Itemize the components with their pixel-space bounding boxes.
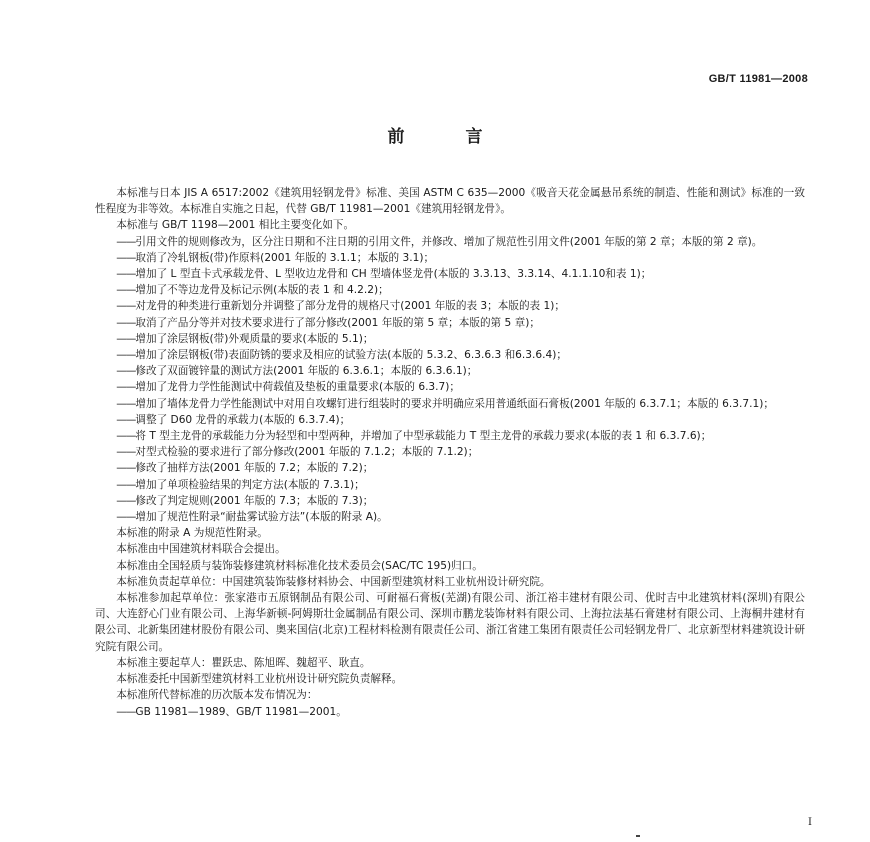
paragraph: 本标准与日本 JIS A 6517:2002《建筑用轻钢龙骨》标准、美国 ASTM C 635—2000《吸音天花金属悬吊系统的制造、性能和测试》标准的一致性程度为非等效。本标准自实施之日起，代替 GB/T 11981—2001《建筑用轻钢龙骨》。	[95, 187, 805, 216]
list-item-text: 增加了墙体龙骨力学性能测试中对用自攻螺钉进行组装时的要求并明确应采用普通纸面石膏板(2001 年版的 6.3.7.1；本版的 6.3.7.1)；	[135, 397, 774, 410]
list-dash: ——	[116, 446, 136, 459]
changes-list	[95, 234, 805, 526]
list-item-text: 增加了单项检验结果的判定方法(本版的 7.3.1)；	[135, 478, 365, 491]
change-item	[95, 396, 805, 412]
list-dash: ——	[116, 462, 136, 475]
document-body	[95, 185, 805, 720]
list-item-text: 修改了抽样方法(2001 年版的 7.2；本版的 7.2)；	[135, 462, 374, 475]
paragraph: 本标准委托中国新型建筑材料工业杭州设计研究院负责解释。	[116, 673, 403, 686]
change-item	[95, 444, 805, 460]
list-item-text: 修改了判定规则(2001 年版的 7.3；本版的 7.3)；	[135, 494, 374, 507]
paragraph: 本标准由中国建筑材料联合会提出。	[116, 543, 286, 556]
change-item	[95, 266, 805, 282]
change-item	[95, 347, 805, 363]
list-item-text: 将 T 型主龙骨的承载能力分为轻型和中型两种，并增加了中型承载能力 T 型主龙骨的承载力要求(本版的表 1 和 6.3.7.6)；	[135, 430, 712, 443]
list-dash: ——	[116, 365, 136, 378]
page-number: I	[808, 817, 812, 828]
list-dash: ——	[116, 478, 136, 491]
paragraph: 本标准与 GB/T 1198—2001 相比主要变化如下。	[116, 219, 355, 232]
list-item-text: GB 11981—1989、GB/T 11981—2001。	[135, 705, 347, 718]
change-item	[95, 298, 805, 314]
closing-paragraphs	[95, 525, 805, 703]
list-item-text: 对型式检验的要求进行了部分修改(2001 年版的 7.1.2；本版的 7.1.2)；	[135, 446, 479, 459]
list-dash: ——	[116, 300, 136, 313]
list-dash: ——	[116, 268, 136, 281]
paragraph: 本标准由全国轻质与装饰装修建筑材料标准化技术委员会(SAC/TC 195)归口。	[116, 559, 483, 572]
change-item	[95, 412, 805, 428]
standard-code: GB/T 11981—2008	[708, 73, 808, 85]
paragraph: 本标准的附录 A 为规范性附录。	[116, 527, 268, 540]
change-item	[95, 460, 805, 476]
change-item	[95, 428, 805, 444]
list-item-text: 增加了规范性附录“耐盐雾试验方法”(本版的附录 A)。	[135, 511, 388, 524]
list-dash: ——	[116, 494, 136, 507]
scan-mark	[636, 835, 640, 837]
history-list	[95, 704, 805, 720]
list-item-text: 取消了冷轧钢板(带)作原料(2001 年版的 3.1.1；本版的 3.1)；	[135, 251, 435, 264]
list-item-text: 引用文件的规则修改为，区分注日期和不注日期的引用文件，并修改、增加了规范性引用文件(2001 年版的第 2 章；本版的第 2 章)。	[135, 235, 763, 248]
list-dash: ——	[116, 316, 136, 329]
paragraph: 本标准主要起草人：瞿跃忠、陈旭晖、魏超平、耿直。	[116, 656, 371, 669]
list-dash: ——	[116, 511, 136, 524]
paragraph: 本标准参加起草单位：张家港市五原钢制品有限公司、可耐福石膏板(芜湖)有限公司、浙江裕丰建材有限公司、优时吉中北建筑材料(深圳)有限公司、大连舒心门业有限公司、上海华新顿-阿姆斯壮金属制品有限公司、深圳市鹏龙装饰材料有限公司、上海拉法基石膏建材有限公司、上海桐井建材有限公司、北新集团建材股份有限公司、奥来国信(北京)工程材料检测有限责任公司、浙江省建工集团有限责任公司轻钢龙骨厂、北京新型材料建筑设计研究院有限公司。	[95, 592, 805, 653]
list-dash: ——	[116, 430, 136, 443]
change-item	[95, 363, 805, 379]
change-item	[95, 234, 805, 250]
change-item	[95, 331, 805, 347]
change-item	[95, 250, 805, 266]
list-dash: ——	[116, 413, 136, 426]
paragraph: 本标准所代替标准的历次版本发布情况为：	[116, 689, 318, 702]
list-dash: ——	[116, 251, 136, 264]
list-dash: ——	[116, 381, 136, 394]
history-item	[95, 704, 805, 720]
list-item-text: 修改了双面镀锌量的测试方法(2001 年版的 6.3.6.1；本版的 6.3.6.1)；	[135, 365, 478, 378]
list-item-text: 增加了涂层钢板(带)表面防锈的要求及相应的试验方法(本版的 5.3.2、6.3.6.3 和6.3.6.4)；	[135, 349, 567, 362]
list-item-text: 增加了不等边龙骨及标记示例(本版的表 1 和 4.2.2)；	[135, 284, 389, 297]
intro-paragraphs	[95, 185, 805, 234]
change-item	[95, 315, 805, 331]
change-item	[95, 493, 805, 509]
change-item	[95, 509, 805, 525]
list-item-text: 增加了涂层钢板(带)外观质量的要求(本版的 5.1)；	[135, 332, 374, 345]
change-item	[95, 282, 805, 298]
list-item-text: 增加了龙骨力学性能测试中荷载值及垫板的重量要求(本版的 6.3.7)；	[135, 381, 461, 394]
list-dash: ——	[116, 332, 136, 345]
list-item-text: 对龙骨的种类进行重新划分并调整了部分龙骨的规格尺寸(2001 年版的表 3；本版的表 1)；	[135, 300, 565, 313]
list-dash: ——	[116, 284, 136, 297]
change-item	[95, 379, 805, 395]
list-item-text: 调整了 D60 龙骨的承载力(本版的 6.3.7.4)；	[135, 413, 351, 426]
list-dash: ——	[116, 235, 136, 248]
list-item-text: 取消了产品分等并对技术要求进行了部分修改(2001 年版的第 5 章；本版的第 5 章)；	[135, 316, 540, 329]
list-dash: ——	[116, 397, 136, 410]
paragraph: 本标准负责起草单位：中国建筑装饰装修材料协会、中国新型建筑材料工业杭州设计研究院。	[116, 575, 551, 588]
page-title: 前 言	[387, 127, 505, 147]
list-dash: ——	[116, 705, 136, 718]
list-item-text: 增加了 L 型直卡式承载龙骨、L 型收边龙骨和 CH 型墙体竖龙骨(本版的 3.3.13、3.3.14、4.1.1.10和表 1)；	[135, 268, 652, 281]
change-item	[95, 477, 805, 493]
list-dash: ——	[116, 349, 136, 362]
